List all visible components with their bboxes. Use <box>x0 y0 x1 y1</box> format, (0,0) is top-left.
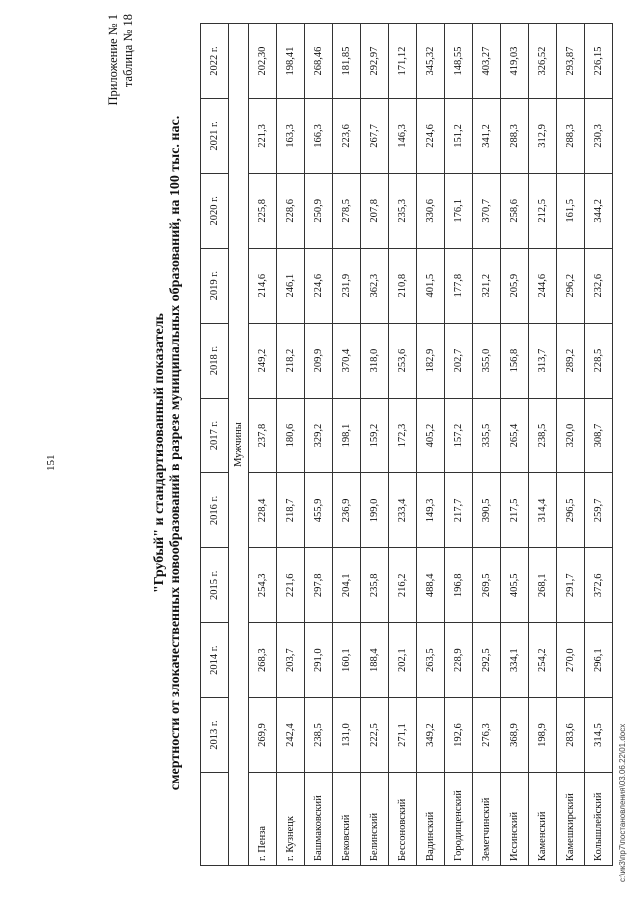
table-cell: 314,5 <box>585 698 613 773</box>
table-cell: 253,6 <box>389 323 417 398</box>
table-cell: 218,7 <box>277 473 305 548</box>
table-cell: 233,4 <box>389 473 417 548</box>
table-cell: 292,97 <box>361 24 389 99</box>
appendix-line-2: таблица № 18 <box>121 14 135 88</box>
year-column-header: 2013 г. <box>201 698 229 773</box>
table-cell: 166,3 <box>305 98 333 173</box>
table-title <box>152 0 184 906</box>
table-cell: 224,6 <box>305 248 333 323</box>
table-cell: 330,6 <box>417 173 445 248</box>
year-column-header: 2017 г. <box>201 398 229 473</box>
year-column-header: 2021 г. <box>201 98 229 173</box>
table-row <box>585 24 613 866</box>
table-cell: 176,1 <box>445 173 473 248</box>
table-cell: 259,7 <box>585 473 613 548</box>
municipality-name: Камешкирский <box>557 773 585 866</box>
table-cell: 265,4 <box>501 398 529 473</box>
municipality-name: Иссинский <box>501 773 529 866</box>
table-cell: 293,87 <box>557 24 585 99</box>
table-cell: 157,2 <box>445 398 473 473</box>
table-cell: 177,8 <box>445 248 473 323</box>
table-cell: 216,2 <box>389 548 417 623</box>
table-cell: 196,8 <box>445 548 473 623</box>
table-cell: 488,4 <box>417 548 445 623</box>
table-cell: 209,9 <box>305 323 333 398</box>
municipality-name: Городищенский <box>445 773 473 866</box>
table-cell: 334,1 <box>501 623 529 698</box>
table-row <box>249 24 277 866</box>
table-cell: 283,6 <box>557 698 585 773</box>
table-body <box>229 24 613 866</box>
table-cell: 199,0 <box>361 473 389 548</box>
section-label-men: Мужчины <box>229 24 249 866</box>
table-cell: 291,0 <box>305 623 333 698</box>
table-cell: 231,9 <box>333 248 361 323</box>
table-cell: 313,7 <box>529 323 557 398</box>
table-cell: 235,3 <box>389 173 417 248</box>
table-header-row <box>201 24 229 866</box>
table-row <box>529 24 557 866</box>
table-cell: 160,1 <box>333 623 361 698</box>
table-cell: 181,85 <box>333 24 361 99</box>
table-cell: 372,6 <box>585 548 613 623</box>
table-cell: 151,2 <box>445 98 473 173</box>
table-cell: 254,2 <box>529 623 557 698</box>
table-cell: 321,2 <box>473 248 501 323</box>
table-corner-cell <box>201 773 229 866</box>
table-cell: 180,6 <box>277 398 305 473</box>
table-cell: 204,1 <box>333 548 361 623</box>
table-cell: 291,7 <box>557 548 585 623</box>
year-column-header: 2020 г. <box>201 173 229 248</box>
table-cell: 296,2 <box>557 248 585 323</box>
table-cell: 345,32 <box>417 24 445 99</box>
table-cell: 238,5 <box>305 698 333 773</box>
table-cell: 236,9 <box>333 473 361 548</box>
table-cell: 182,9 <box>417 323 445 398</box>
table-cell: 163,3 <box>277 98 305 173</box>
table-cell: 212,5 <box>529 173 557 248</box>
municipality-name: г. Пенза <box>249 773 277 866</box>
table-cell: 263,5 <box>417 623 445 698</box>
table-cell: 341,2 <box>473 98 501 173</box>
table-cell: 222,5 <box>361 698 389 773</box>
table-cell: 250,9 <box>305 173 333 248</box>
table-cell: 198,41 <box>277 24 305 99</box>
table-cell: 242,4 <box>277 698 305 773</box>
table-cell: 270,0 <box>557 623 585 698</box>
table-cell: 401,5 <box>417 248 445 323</box>
table-cell: 228,5 <box>585 323 613 398</box>
title-line-2: смертности от злокачественных новообразований в разрезе муниципальных образований, на 100 тыс. нас. <box>168 115 183 791</box>
year-column-header: 2015 г. <box>201 548 229 623</box>
table-cell: 207,8 <box>361 173 389 248</box>
table-cell: 202,7 <box>445 323 473 398</box>
table-cell: 292,5 <box>473 623 501 698</box>
table-cell: 226,15 <box>585 24 613 99</box>
table-cell: 202,1 <box>389 623 417 698</box>
table-cell: 326,52 <box>529 24 557 99</box>
municipality-name: Бековский <box>333 773 361 866</box>
table-cell: 146,3 <box>389 98 417 173</box>
table-cell: 214,6 <box>249 248 277 323</box>
municipality-name: г. Кузнецк <box>277 773 305 866</box>
table-cell: 223,6 <box>333 98 361 173</box>
table-row <box>333 24 361 866</box>
section-row <box>229 24 249 866</box>
table-cell: 296,1 <box>585 623 613 698</box>
table-cell: 228,4 <box>249 473 277 548</box>
table-cell: 268,3 <box>249 623 277 698</box>
table-cell: 230,3 <box>585 98 613 173</box>
table-row <box>501 24 529 866</box>
table-cell: 159,2 <box>361 398 389 473</box>
table-cell: 172,3 <box>389 398 417 473</box>
table-cell: 161,5 <box>557 173 585 248</box>
table-cell: 131,0 <box>333 698 361 773</box>
table-cell: 335,5 <box>473 398 501 473</box>
table-cell: 149,3 <box>417 473 445 548</box>
table-cell: 320,0 <box>557 398 585 473</box>
table-cell: 217,7 <box>445 473 473 548</box>
table-row <box>417 24 445 866</box>
table-cell: 235,8 <box>361 548 389 623</box>
table-cell: 156,8 <box>501 323 529 398</box>
table-cell: 312,9 <box>529 98 557 173</box>
table-cell: 224,6 <box>417 98 445 173</box>
table-cell: 202,30 <box>249 24 277 99</box>
year-column-header: 2016 г. <box>201 473 229 548</box>
table-cell: 221,3 <box>249 98 277 173</box>
municipality-name: Башмаковский <box>305 773 333 866</box>
municipality-name: Каменский <box>529 773 557 866</box>
year-column-header: 2014 г. <box>201 623 229 698</box>
table-cell: 228,9 <box>445 623 473 698</box>
table-row <box>473 24 501 866</box>
table-cell: 198,1 <box>333 398 361 473</box>
municipality-name: Колышлейский <box>585 773 613 866</box>
table-cell: 249,2 <box>249 323 277 398</box>
table-cell: 362,3 <box>361 248 389 323</box>
table-cell: 192,6 <box>445 698 473 773</box>
table-cell: 405,5 <box>501 548 529 623</box>
page-number: 151 <box>45 454 57 471</box>
table-cell: 269,9 <box>249 698 277 773</box>
table-cell: 205,9 <box>501 248 529 323</box>
year-column-header: 2019 г. <box>201 248 229 323</box>
table-cell: 419,03 <box>501 24 529 99</box>
file-path: c:\ик3\пр7\постановления\03.06.22\01.docx <box>618 723 627 882</box>
year-column-header: 2018 г. <box>201 323 229 398</box>
table-cell: 288,3 <box>501 98 529 173</box>
table-cell: 218,2 <box>277 323 305 398</box>
municipality-name: Белинский <box>361 773 389 866</box>
municipality-name: Земетчинский <box>473 773 501 866</box>
table-cell: 276,3 <box>473 698 501 773</box>
table-row <box>557 24 585 866</box>
table-cell: 246,1 <box>277 248 305 323</box>
table-cell: 225,8 <box>249 173 277 248</box>
table-cell: 403,27 <box>473 24 501 99</box>
table-cell: 368,9 <box>501 698 529 773</box>
table-cell: 148,55 <box>445 24 473 99</box>
table-row <box>361 24 389 866</box>
title-line-1: "Грубый" и стандартизованный показатель <box>152 313 167 593</box>
table-cell: 318,0 <box>361 323 389 398</box>
table-cell: 271,1 <box>389 698 417 773</box>
table-cell: 308,7 <box>585 398 613 473</box>
table-cell: 237,8 <box>249 398 277 473</box>
table-cell: 171,12 <box>389 24 417 99</box>
table-cell: 355,0 <box>473 323 501 398</box>
table-cell: 288,3 <box>557 98 585 173</box>
table-row <box>445 24 473 866</box>
table-row <box>389 24 417 866</box>
table-row <box>305 24 333 866</box>
table-cell: 254,3 <box>249 548 277 623</box>
table-cell: 210,8 <box>389 248 417 323</box>
table-cell: 390,5 <box>473 473 501 548</box>
table-cell: 258,6 <box>501 173 529 248</box>
table-cell: 228,6 <box>277 173 305 248</box>
table-cell: 198,9 <box>529 698 557 773</box>
table-cell: 296,5 <box>557 473 585 548</box>
table-row <box>277 24 305 866</box>
mortality-table <box>200 23 613 866</box>
year-column-header: 2022 г. <box>201 24 229 99</box>
table-cell: 232,6 <box>585 248 613 323</box>
table-cell: 344,2 <box>585 173 613 248</box>
municipality-name: Бессоновский <box>389 773 417 866</box>
table-cell: 217,5 <box>501 473 529 548</box>
table-cell: 370,7 <box>473 173 501 248</box>
table-cell: 221,6 <box>277 548 305 623</box>
table-cell: 455,9 <box>305 473 333 548</box>
table-cell: 349,2 <box>417 698 445 773</box>
appendix-line-1: Приложение № 1 <box>106 14 120 106</box>
table-cell: 289,2 <box>557 323 585 398</box>
table-cell: 267,7 <box>361 98 389 173</box>
table-cell: 314,4 <box>529 473 557 548</box>
table-cell: 297,8 <box>305 548 333 623</box>
table-cell: 278,5 <box>333 173 361 248</box>
table-cell: 268,1 <box>529 548 557 623</box>
table-cell: 238,5 <box>529 398 557 473</box>
table-cell: 203,7 <box>277 623 305 698</box>
table-cell: 188,4 <box>361 623 389 698</box>
municipality-name: Вадинский <box>417 773 445 866</box>
mortality-table-wrapper <box>200 23 613 866</box>
table-cell: 269,5 <box>473 548 501 623</box>
table-cell: 268,46 <box>305 24 333 99</box>
table-cell: 405,2 <box>417 398 445 473</box>
appendix-label <box>106 14 136 106</box>
table-cell: 370,4 <box>333 323 361 398</box>
table-cell: 329,2 <box>305 398 333 473</box>
table-cell: 244,6 <box>529 248 557 323</box>
